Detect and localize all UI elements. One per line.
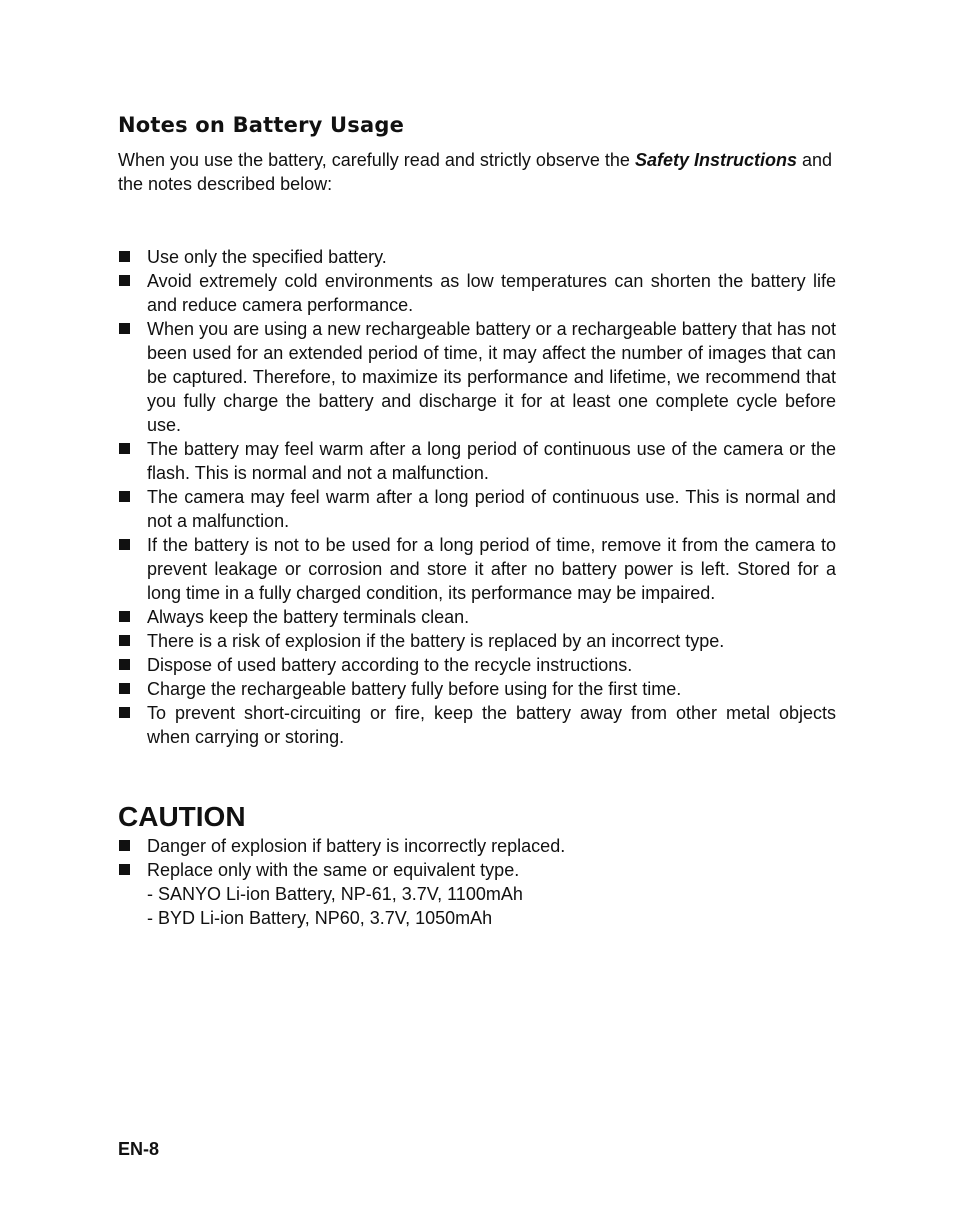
square-bullet-icon [119, 683, 130, 694]
list-item [118, 485, 836, 533]
caution-list [118, 834, 836, 930]
list-item [118, 269, 836, 317]
square-bullet-icon [119, 443, 130, 454]
square-bullet-icon [119, 275, 130, 286]
square-bullet-icon [119, 840, 130, 851]
note-text: Always keep the battery terminals clean. [147, 607, 470, 627]
square-bullet-icon [119, 491, 130, 502]
list-item [118, 533, 836, 605]
intro-paragraph [118, 148, 836, 196]
square-bullet-icon [119, 251, 130, 262]
page-number: EN-8 [118, 1139, 160, 1159]
note-text: The battery may feel warm after a long period of continuous use of the camera or the flash. This is normal and not a malfunction. [147, 439, 836, 483]
square-bullet-icon [119, 659, 130, 670]
note-text: Dispose of used battery according to the recycle instructions. [147, 655, 633, 675]
list-item [118, 701, 836, 749]
list-item [118, 245, 836, 269]
square-bullet-icon [119, 611, 130, 622]
note-text: When you are using a new rechargeable battery or a rechargeable battery that has not been used for an extended period of time, it may affect the number of images that can be captured. Therefore, to maximize its performance and lifetime, we recommend that you fully charge the battery and discharge it for at least one complete cycle before use. [147, 319, 836, 435]
list-item [118, 629, 836, 653]
battery-notes-list [118, 245, 836, 749]
list-item [118, 677, 836, 701]
square-bullet-icon [119, 864, 130, 875]
note-text: To prevent short-circuiting or fire, keep the battery away from other metal objects when carrying or storing. [147, 703, 836, 747]
square-bullet-icon [119, 635, 130, 646]
intro-text-before: When you use the battery, carefully read and strictly observe the [118, 150, 635, 170]
list-item [118, 605, 836, 629]
note-text: Avoid extremely cold environments as low temperatures can shorten the battery life and reduce camera performance. [147, 271, 836, 315]
square-bullet-icon [119, 539, 130, 550]
list-item [118, 858, 836, 930]
note-text: Charge the rechargeable battery fully before using for the first time. [147, 679, 682, 699]
note-text: The camera may feel warm after a long period of continuous use. This is normal and not a malfunction. [147, 487, 836, 531]
safety-instructions-emphasis: Safety Instructions [634, 150, 797, 170]
section-title: Notes on Battery Usage [118, 113, 405, 137]
list-item [118, 317, 836, 437]
list-item [118, 437, 836, 485]
square-bullet-icon [119, 707, 130, 718]
list-item [118, 653, 836, 677]
intro-text-after: and the notes described below: [118, 150, 833, 194]
caution-heading: CAUTION [118, 801, 246, 832]
note-text: There is a risk of explosion if the battery is replaced by an incorrect type. [147, 631, 725, 651]
note-text: If the battery is not to be used for a long period of time, remove it from the camera to prevent leakage or corrosion and store it after no battery power is left. Stored for a long time in a fully charged condition, its performance may be impaired. [147, 535, 836, 603]
battery-type-byd: - BYD Li-ion Battery, NP60, 3.7V, 1050mAh [147, 908, 493, 928]
caution-text: Danger of explosion if battery is incorrectly replaced. [147, 836, 566, 856]
battery-type-sanyo: - SANYO Li-ion Battery, NP-61, 3.7V, 1100mAh [147, 884, 523, 904]
note-text: Use only the specified battery. [147, 247, 387, 267]
square-bullet-icon [119, 323, 130, 334]
caution-text: Replace only with the same or equivalent type. [147, 860, 520, 880]
list-item [118, 834, 836, 858]
